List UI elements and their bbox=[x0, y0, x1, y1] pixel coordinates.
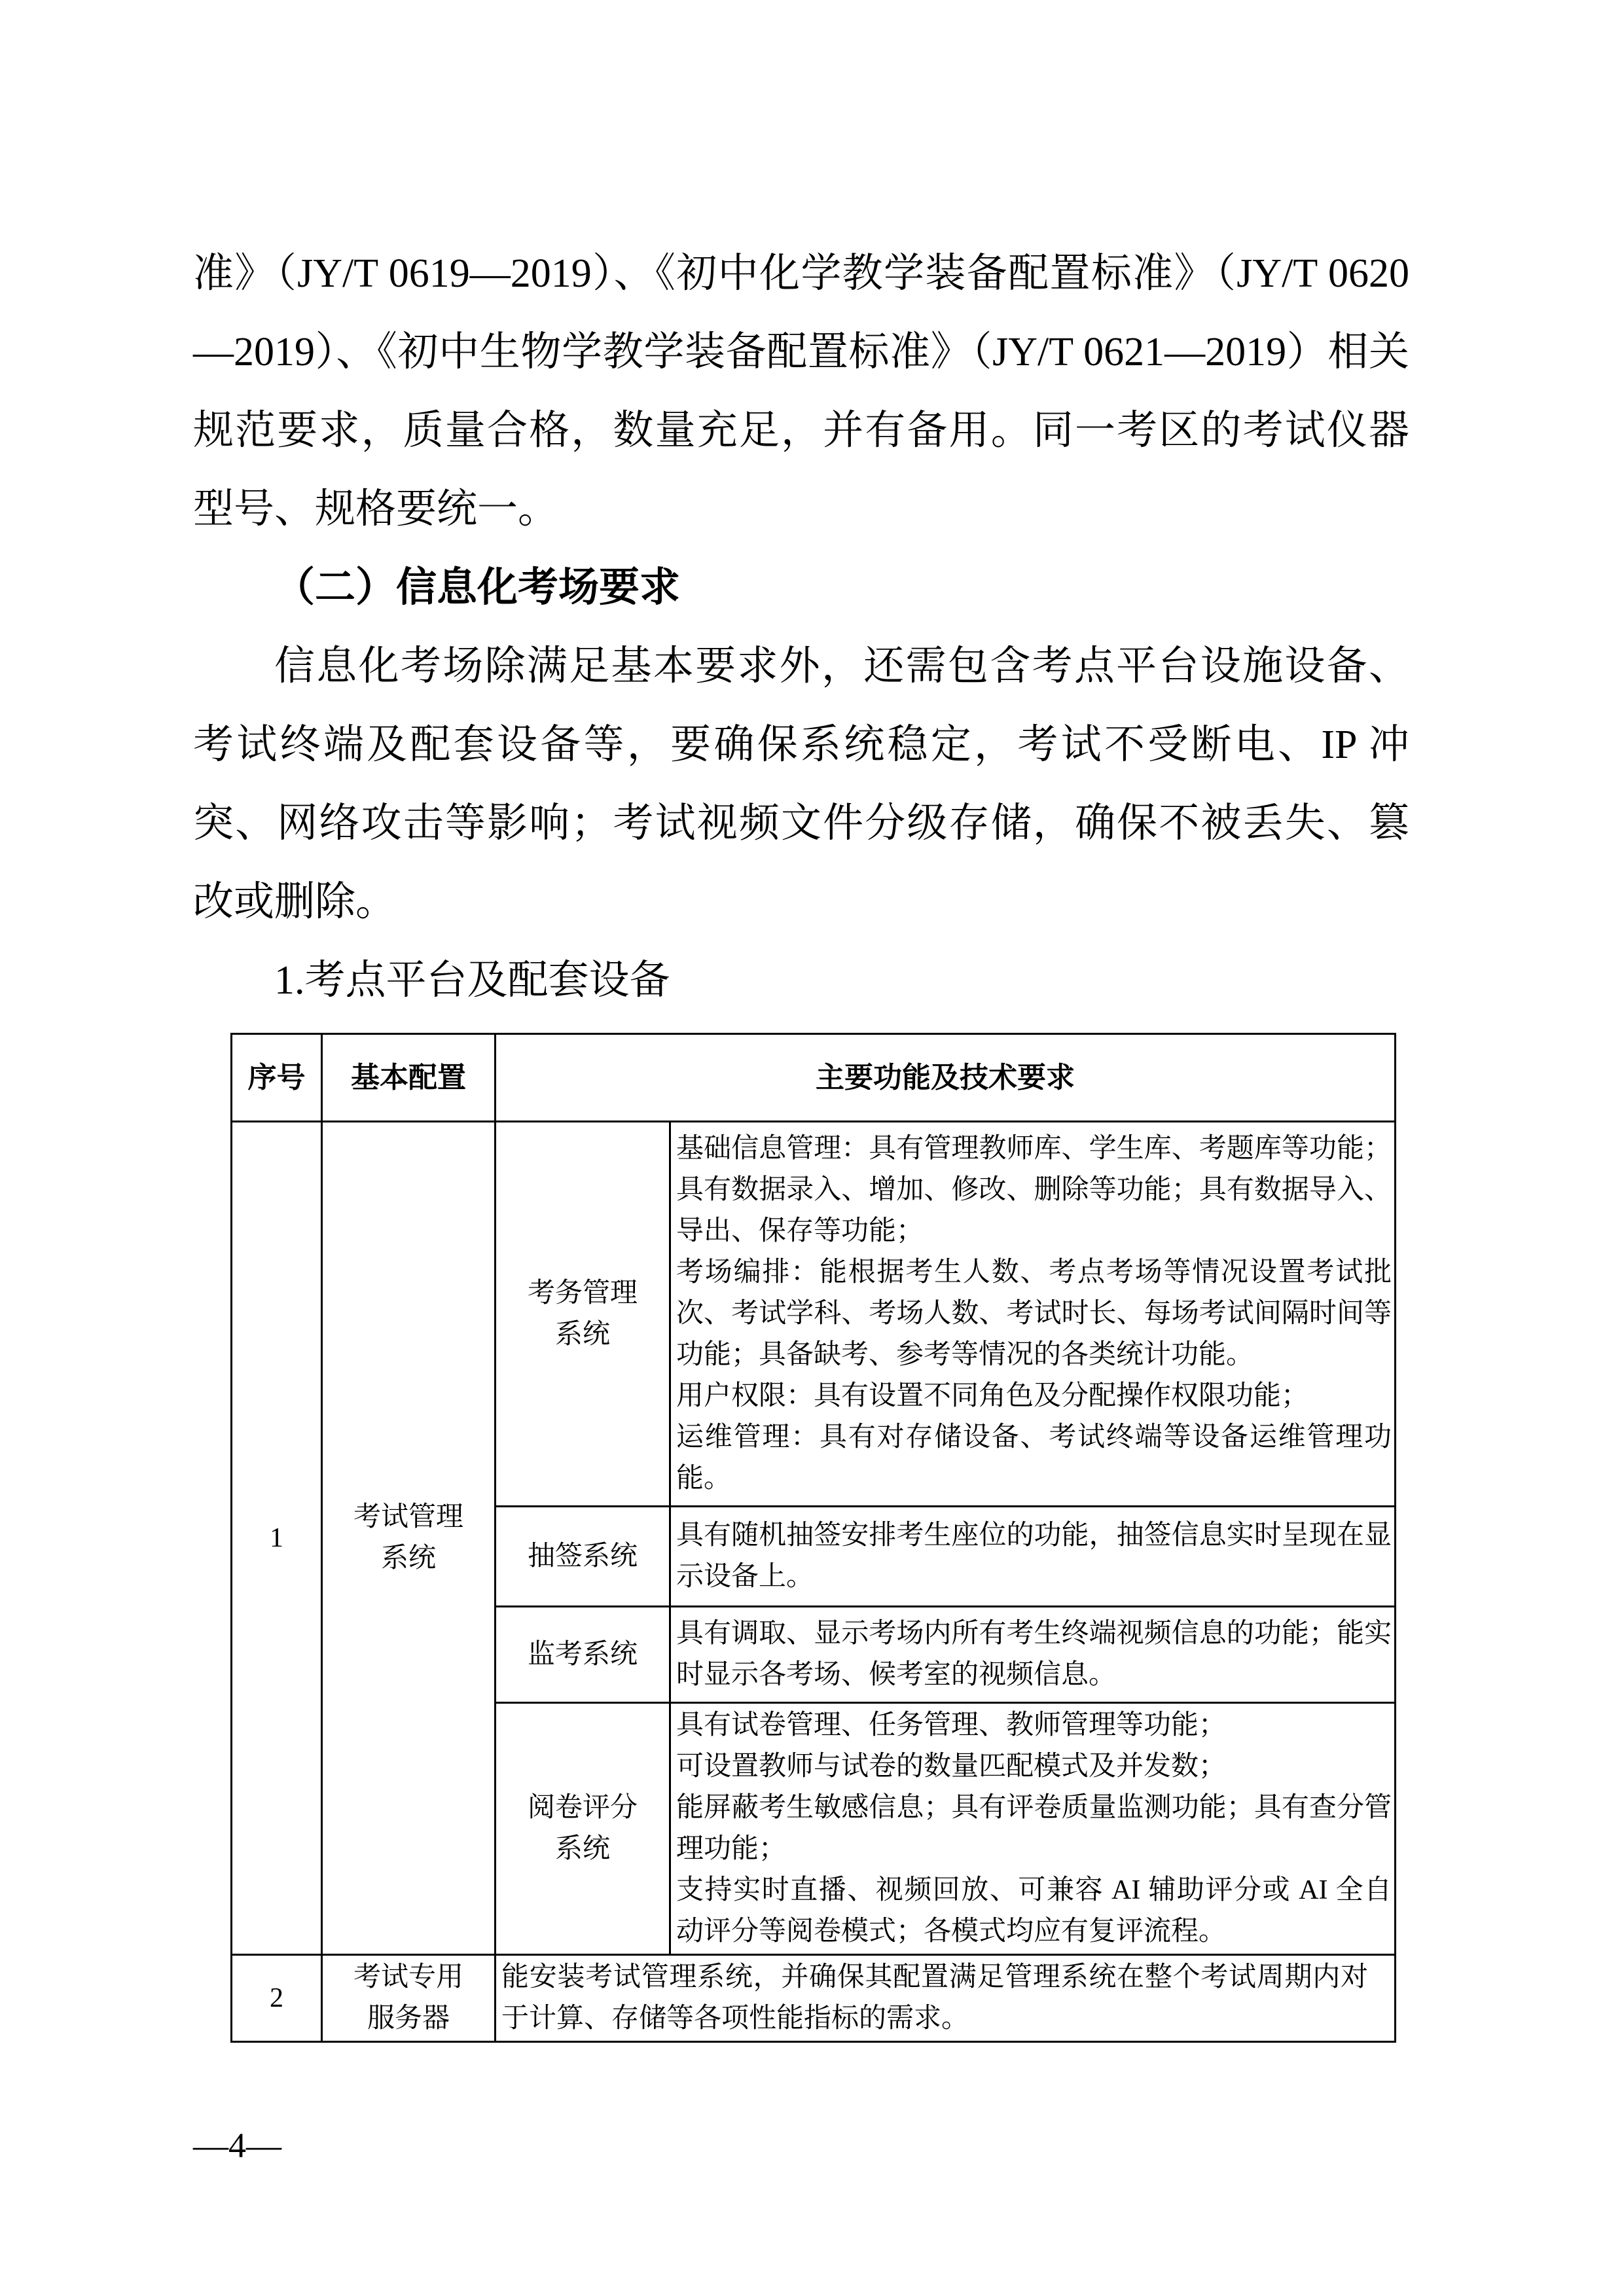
desc-paragraph: 支持实时直播、视频回放、可兼容 AI 辅助评分或 AI 全自动评分等阅卷模式；各模式均应有复评流程。 bbox=[676, 1875, 1392, 1946]
table-header-row bbox=[232, 1034, 1396, 1122]
desc-paragraph: 具有随机抽签安排考生座位的功能，抽签信息实时呈现在显示设备上。 bbox=[676, 1520, 1392, 1592]
desc-paragraph: 可设置教师与试卷的数量匹配模式及并发数； bbox=[676, 1751, 1227, 1782]
header-cell-requirements: 主要功能及技术要求 bbox=[496, 1034, 1396, 1122]
desc-paragraph: 考场编排：能根据考生人数、考点考场等情况设置考试批次、考试学科、考场人数、考试时长、每场考试间隔时间等功能；具备缺考、参考等情况的各类统计功能。 bbox=[676, 1257, 1392, 1370]
cell-desc-chouqian bbox=[670, 1507, 1396, 1607]
cell-config-exam-management-system: 考试管理系统 bbox=[322, 1122, 496, 1955]
header-cell-config: 基本配置 bbox=[322, 1034, 496, 1122]
desc-paragraph: 用户权限：具有设置不同角色及分配操作权限功能； bbox=[676, 1381, 1309, 1411]
desc-paragraph: 能屏蔽考生敏感信息；具有评卷质量监测功能；具有查分管理功能； bbox=[676, 1793, 1392, 1864]
cell-desc-exam-server: 能安装考试管理系统，并确保其配置满足管理系统在整个考试周期内对于计算、存储等各项性能指标的需求。 bbox=[496, 1955, 1396, 2042]
cell-config-exam-server: 考试专用服务器 bbox=[322, 1955, 496, 2042]
cell-desc-jiankao bbox=[670, 1607, 1396, 1703]
cell-subsystem-kaowu: 考务管理系统 bbox=[496, 1122, 670, 1507]
cell-subsystem-jiankao: 监考系统 bbox=[496, 1607, 670, 1703]
desc-paragraph: 运维管理：具有对存储设备、考试终端等设备运维管理功能。 bbox=[676, 1422, 1392, 1494]
cell-subsystem-chouqian: 抽签系统 bbox=[496, 1507, 670, 1607]
page-number: —4— bbox=[193, 2126, 281, 2165]
body-text-block bbox=[193, 234, 1409, 1020]
cell-serial-1: 1 bbox=[232, 1122, 322, 1955]
paragraph-info-requirements: 信息化考场除满足基本要求外，还需包含考点平台设施设备、考试终端及配套设备等，要确保系统稳定，考试不受断电、IP 冲突、网络攻击等影响；考试视频文件分级存储，确保不被丢失、篡改或删除。 bbox=[193, 644, 1409, 924]
cell-serial-2: 2 bbox=[232, 1955, 322, 2042]
cell-desc-yuejuan bbox=[670, 1703, 1396, 1955]
desc-paragraph: 具有试卷管理、任务管理、教师管理等功能； bbox=[676, 1710, 1227, 1740]
desc-paragraph: 基础信息管理：具有管理教师库、学生库、考题库等功能；具有数据录入、增加、修改、删除等功能；具有数据导入、导出、保存等功能； bbox=[676, 1134, 1392, 1246]
table-row-exam-admin bbox=[232, 1122, 1396, 1507]
cell-desc-kaowu bbox=[670, 1122, 1396, 1507]
numbered-item-1: 1.考点平台及配套设备 bbox=[274, 958, 670, 1003]
cell-subsystem-yuejuan: 阅卷评分系统 bbox=[496, 1703, 670, 1955]
paragraph-standards: 准》（JY/T 0619—2019）、《初中化学教学装备配置标准》（JY/T 0620—2019）、《初中生物学教学装备配置标准》（JY/T 0621—2019）相关规范要求，质量合格，数量充足，并有备用。同一考区的考试仪器型号、规格要统一。 bbox=[193, 251, 1409, 531]
header-cell-serial: 序号 bbox=[232, 1034, 322, 1122]
table-row-server bbox=[232, 1955, 1396, 2042]
desc-paragraph: 具有调取、显示考场内所有考生终端视频信息的功能；能实时显示各考场、候考室的视频信息。 bbox=[676, 1619, 1392, 1690]
equipment-table bbox=[230, 1033, 1396, 2043]
section-heading-2: （二）信息化考场要求 bbox=[274, 565, 681, 610]
